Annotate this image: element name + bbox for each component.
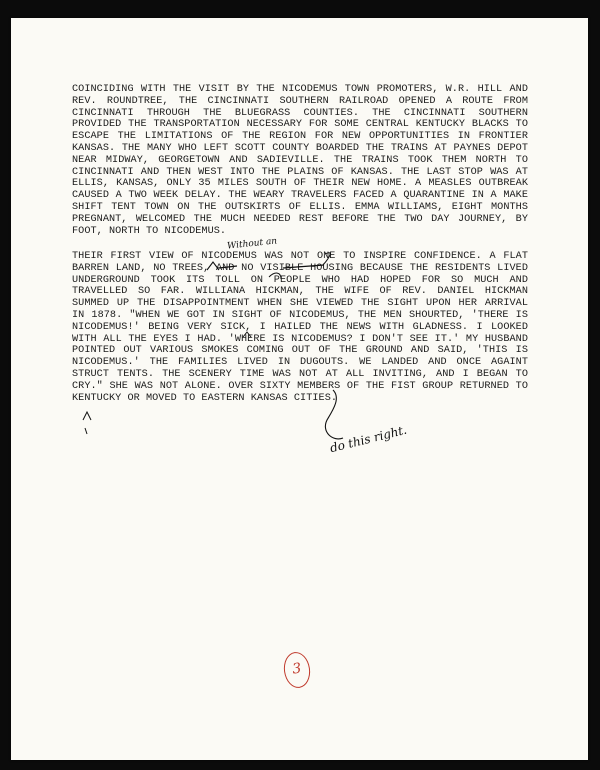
paragraph-2: THEIR FIRST VIEW OF NICODEMUS WAS NOT ONE TO INSPIRE CONFIDENCE. A FLAT BARREN LAND, NO TREES, AND NO VISIBLE HOUSING BECAUSE THE RESIDENTS LIVED UNDERGROUND TOOK ITS TOLL ON PEOPLE WHO HAD HOPED FOR SO MUCH AND TRAVELLED SO FAR. WILLIANA HICKMAN, THE WIFE OF REV. DANIEL HICKMAN SUMMED UP THE DISAPPOINTMENT WHEN SHE VIEWED THE SIGHT UPON HER ARRIVAL IN 1878. "WHEN WE GOT IN SIGHT OF NICODEMUS, THE MEN SHOURTED, 'THERE IS NICODEMUS!' BEING VERY SICK, I HAILED THE NEWS WITH GLADNESS. I LOOKED WITH ALL THE EYES I HAD. 'WHERE IS NICODEMUS? I DON'T SEE IT.' MY HUSBAND POINTED OUT VARIOUS SMOKES COMING OUT OF THE GROUND AND SAID, 'THIS IS NICODEMUS.' THE FAMILIES LIVED IN DUGOUTS. WE LANDED AND ONCE AGAINT STRUCT TENTS. THE SCENERY TIME WAS NOT AT ALL INVITING, AND I BEGAN TO CRY." SHE WAS NOT ALONE. OVER SIXTY MEMBERS OF THE FIST GROUP RETURNED TO KENTUCKY OR MOVED TO EASTERN KANSAS CITIES.	[72, 251, 528, 404]
handwritten-margin-note: do this right.	[328, 422, 409, 456]
caret-fist	[85, 428, 87, 434]
caret-began	[83, 412, 91, 420]
paragraph-1: COINCIDING WITH THE VISIT BY THE NICODEMUS TOWN PROMOTERS, W.R. HILL AND REV. ROUNDTREE, THE CINCINNATI SOUTHERN RAILROAD OPENED A ROUTE FROM CINCINNATI THROUGH THE BLUEGRASS COUNTIES. THE CINCINNATI SOUTHERN PROVIDED THE TRANSPORTATION NECESSARY FOR SOME CENTRAL KENTUCKY BLACKS TO ESCAPE THE LIMITATIONS OF THE REGION FOR NEW OPPORTUNITIES IN FRONTIER KANSAS. THE MANY WHO LEFT SCOTT COUNTY BOARDED THE TRAINS AT PAYNES DEPOT NEAR MIDWAY, GEORGETOWN AND SADIEVILLE. THE TRAINS TOOK THEM NORTH TO CINCINNATI AND THEN WEST INTO THE PLAINS OF KANSAS. THE LAST STOP WAS AT ELLIS, KANSAS, ONLY 35 MILES SOUTH OF THEIR NEW HOME. A MEASLES OUTBREAK CAUSED A TWO WEEK DELAY. THE WEARY TRAVELERS FACED A QUARANTINE IN A MAKE SHIFT TENT TOWN ON THE OUTSKIRTS OF ELLIS. EMMA WILLIAMS, EIGHT MONTHS PREGNANT, WELCOMED THE MUCH NEEDED REST BEFORE THE TWO DAY JOURNEY, BY FOOT, NORTH TO NICODEMUS.	[72, 84, 528, 237]
page-number	[282, 650, 313, 689]
page-number-label: 3	[291, 660, 303, 678]
document-page	[11, 18, 588, 760]
handwritten-insert-note: Without an	[226, 236, 278, 252]
